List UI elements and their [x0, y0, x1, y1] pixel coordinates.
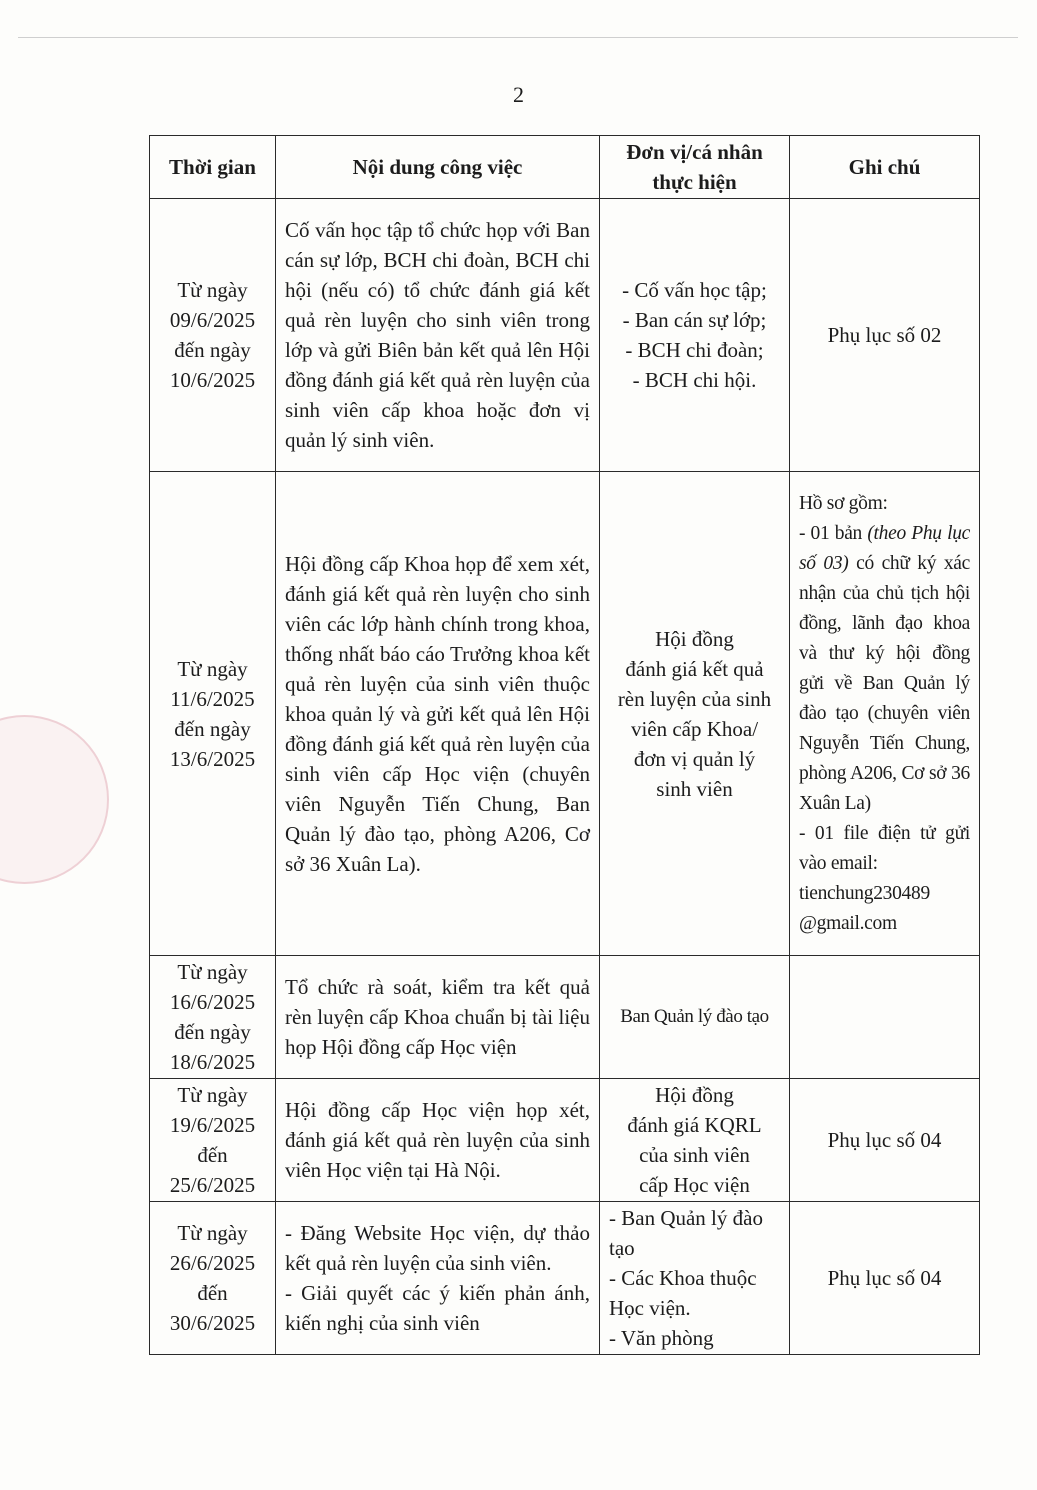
- header-unit: [600, 136, 790, 199]
- stamp-mark: [0, 715, 109, 884]
- time-line: 30/6/2025: [169, 1311, 256, 1335]
- note-text: - 01 bản: [799, 522, 868, 544]
- note-cell: [790, 956, 980, 1079]
- note-cell: Phụ lục số 04: [790, 1079, 980, 1202]
- time-line: 18/6/2025: [169, 1050, 256, 1074]
- unit-line: - BCH chi đoàn;: [625, 338, 764, 362]
- unit-line: đánh giá KQRL: [627, 1113, 762, 1137]
- header-unit-line1: Đơn vị/cá nhân: [626, 140, 763, 164]
- time-line: Từ ngày: [177, 278, 248, 302]
- top-rule: [18, 37, 1018, 38]
- header-note: Ghi chú: [790, 136, 980, 199]
- time-line: đến ngày: [174, 716, 251, 741]
- unit-line: - Ban Quản lý đào tạo: [609, 1206, 763, 1260]
- time-line: Từ ngày: [177, 1083, 248, 1107]
- unit-line: - Ban cán sự lớp;: [622, 308, 767, 332]
- content-cell: Hội đồng cấp Học viện họp xét, đánh giá kết quả rèn luyện của sinh viên Học viện tại Hà Nội.: [276, 1079, 600, 1202]
- time-line: đến: [197, 1143, 228, 1167]
- note-email-line2: @gmail.com: [799, 912, 897, 934]
- time-cell: [150, 1202, 276, 1355]
- note-text: có chữ ký xác nhận của chủ tịch hội đồng, lãnh đạo khoa và thư ký hội đồng gửi về Ban Quản lý đào tạo (chuyên viên Nguyễn Tiến Chung, phòng A206, Cơ sở 36 Xuân La): [799, 552, 970, 814]
- unit-line: Hội đồng: [655, 626, 734, 651]
- unit-cell: [600, 199, 790, 472]
- time-cell: [150, 956, 276, 1079]
- content-cell: Tổ chức rà soát, kiểm tra kết quả rèn luyện cấp Khoa chuẩn bị tài liệu họp Hội đồng cấp Học viện: [276, 956, 600, 1079]
- header-content: Nội dung công việc: [276, 136, 600, 199]
- unit-cell: [600, 1202, 790, 1355]
- time-cell: [150, 199, 276, 472]
- header-time: Thời gian: [150, 136, 276, 199]
- unit-line: viên cấp Khoa/: [630, 716, 759, 741]
- note-item2: - 01 file điện tử gửi vào email:: [799, 822, 970, 874]
- unit-cell: [600, 472, 790, 956]
- time-line: đến ngày: [174, 338, 251, 362]
- note-cell: [790, 472, 980, 956]
- unit-line: Hội đồng: [655, 1083, 734, 1107]
- content-line: - Giải quyết các ý kiến phản ánh, kiến nghị của sinh viên: [285, 1281, 590, 1335]
- time-cell: [150, 472, 276, 956]
- unit-line: - Cố vấn học tập;: [622, 278, 767, 302]
- table-row: [150, 1079, 980, 1202]
- unit-line: - Các Khoa thuộc Học viện.: [609, 1266, 757, 1320]
- unit-line: rèn luyện của sinh: [617, 686, 772, 711]
- time-line: Từ ngày: [177, 1221, 248, 1245]
- time-cell: [150, 1079, 276, 1202]
- time-line: 16/6/2025: [169, 990, 256, 1014]
- table-row: [150, 1202, 980, 1355]
- header-unit-line2: thực hiện: [652, 170, 737, 194]
- time-line: 11/6/2025: [170, 686, 255, 711]
- content-cell: Hội đồng cấp Khoa họp để xem xét, đánh giá kết quả rèn luyện cho sinh viên các lớp hành chính trong khoa, thống nhất báo cáo Trưởng khoa kết quả rèn luyện của sinh viên thuộc khoa quản lý và gửi kết quả lên Hội đồng đánh giá kết quả rèn luyện của sinh viên cấp Học viện (chuyên viên Nguyễn Tiến Chung, Ban Quản lý đào tạo, phòng A206, Cơ sở 36 Xuân La).: [276, 472, 600, 956]
- table-header-row: [150, 136, 980, 199]
- page-number: 2: [513, 82, 524, 107]
- time-line: đến ngày: [174, 1020, 251, 1044]
- unit-line: cấp Học viện: [639, 1173, 750, 1197]
- unit-line: sinh viên: [656, 776, 733, 801]
- unit-line: - Văn phòng: [609, 1326, 714, 1350]
- content-cell: [276, 1202, 600, 1355]
- time-line: đến: [197, 1281, 228, 1305]
- unit-cell: [600, 1079, 790, 1202]
- time-line: 09/6/2025: [169, 308, 256, 332]
- unit-line: đánh giá kết quả: [625, 656, 764, 681]
- note-italic-text: (theo Phụ lục số 03): [799, 522, 971, 574]
- schedule-table: [149, 135, 980, 1355]
- time-line: 25/6/2025: [169, 1173, 256, 1197]
- time-line: Từ ngày: [177, 656, 248, 681]
- unit-line: đơn vị quản lý: [633, 746, 756, 771]
- time-line: 10/6/2025: [169, 368, 256, 392]
- time-line: 26/6/2025: [169, 1251, 256, 1275]
- table-row: [150, 472, 980, 956]
- unit-line: của sinh viên: [639, 1143, 750, 1167]
- content-line: - Đăng Website Học viện, dự thảo kết quả rèn luyện của sinh viên.: [285, 1221, 590, 1275]
- table-row: [150, 956, 980, 1079]
- time-line: 13/6/2025: [169, 746, 256, 771]
- unit-cell: Ban Quản lý đào tạo: [600, 956, 790, 1079]
- content-cell: Cố vấn học tập tổ chức họp với Ban cán sự lớp, BCH chi đoàn, BCH chi hội (nếu có) tổ chức đánh giá kết quả rèn luyện cho sinh viên trong lớp và gửi Biên bản kết quả lên Hội đồng đánh giá kết quả rèn luyện của sinh viên cấp khoa hoặc đơn vị quản lý sinh viên.: [276, 199, 600, 472]
- unit-line: - BCH chi hội.: [632, 368, 757, 392]
- note-title: Hồ sơ gồm:: [799, 492, 888, 514]
- time-line: 19/6/2025: [169, 1113, 256, 1137]
- note-item1: [799, 523, 970, 814]
- time-line: Từ ngày: [177, 960, 248, 984]
- note-cell: Phụ lục số 02: [790, 199, 980, 472]
- note-email-line1: tienchung230489: [799, 882, 930, 904]
- note-cell: Phụ lục số 04: [790, 1202, 980, 1355]
- table-row: [150, 199, 980, 472]
